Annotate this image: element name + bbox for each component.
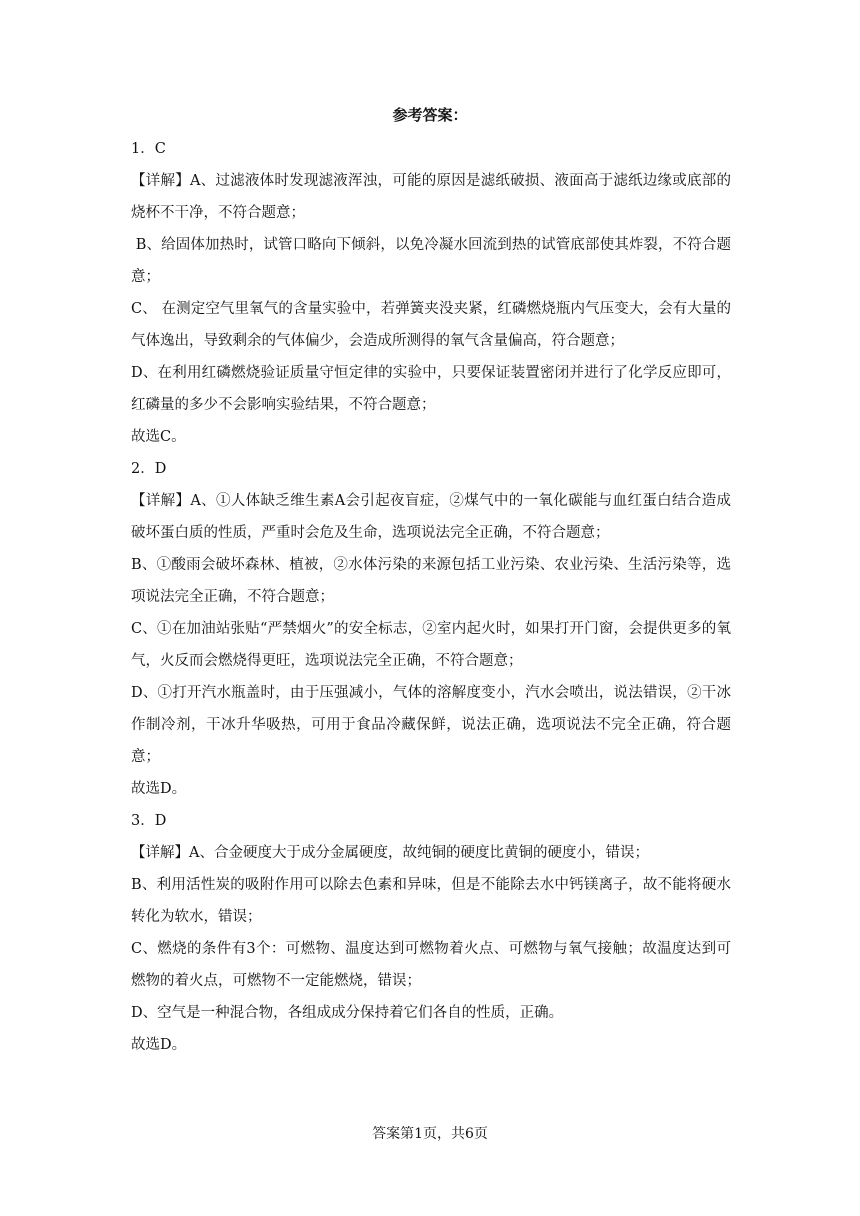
answer-content [131,133,731,1061]
question-1-heading: 1．C [131,141,166,157]
question-1-conclusion: 故选C。 [131,429,186,445]
question-3-option-d: D、空气是一种混合物，各组成成分保持着它们各自的性质，正确。 [131,1005,564,1021]
question-2-option-c: C、①在加油站张贴“严禁烟火”的安全标志，②室内起火时，如果打开门窗，会提供更多的氧气，火反而会燃烧得更旺，选项说法完全正确，不符合题意； [131,621,731,669]
question-1-option-c: C、 在测定空气里氧气的含量实验中，若弹簧夹没夹紧，红磷燃烧瓶内气压变大，会有大量的气体逸出，导致剩余的气体偏少，会造成所测得的氧气含量偏高，符合题意； [131,301,731,349]
question-3-explanation: 【详解】A、合金硬度大于成分金属硬度，故纯铜的硬度比黄铜的硬度小，错误； [131,845,649,861]
page-title: 参考答案： [392,106,468,124]
page-footer: 答案第1页，共6页 [372,1126,488,1142]
question-2-option-d: D、①打开汽水瓶盖时，由于压强减小，气体的溶解度变小，汽水会喷出，说法错误，②干冰作制冷剂，干冰升华吸热，可用于食品冷藏保鲜，说法正确，选项说法不完全正确，符合题意； [131,685,731,765]
question-3-heading: 3．D [131,813,167,829]
question-1-explanation: 【详解】A、过滤液体时发现滤液浑浊，可能的原因是滤纸破损、液面高于滤纸边缘或底部的烧杯不干净，不符合题意； [131,173,731,221]
question-2-option-b: B、①酸雨会破坏森林、植被，②水体污染的来源包括工业污染、农业污染、生活污染等，选项说法完全正确，不符合题意； [131,557,731,605]
question-1-option-d: D、在利用红磷燃烧验证质量守恒定律的实验中，只要保证装置密闭并进行了化学反应即可，红磷量的多少不会影响实验结果，不符合题意； [131,365,731,413]
question-3-option-b: B、利用活性炭的吸附作用可以除去色素和异味，但是不能除去水中钙镁离子，故不能将硬水转化为软水，错误； [131,877,731,925]
question-2-heading: 2．D [131,461,167,477]
question-3-option-c: C、燃烧的条件有3个：可燃物、温度达到可燃物着火点、可燃物与氧气接触；故温度达到可燃物的着火点，可燃物不一定能燃烧，错误； [131,941,731,989]
question-2-explanation: 【详解】A、①人体缺乏维生素A会引起夜盲症，②煤气中的一氧化碳能与血红蛋白结合造成破坏蛋白质的性质，严重时会危及生命，选项说法完全正确，不符合题意； [131,493,731,541]
question-1-option-b: B、给固体加热时，试管口略向下倾斜，以免冷凝水回流到热的试管底部使其炸裂，不符合题意； [131,237,732,285]
question-2-conclusion: 故选D。 [131,781,187,797]
question-3-conclusion: 故选D。 [131,1037,187,1053]
